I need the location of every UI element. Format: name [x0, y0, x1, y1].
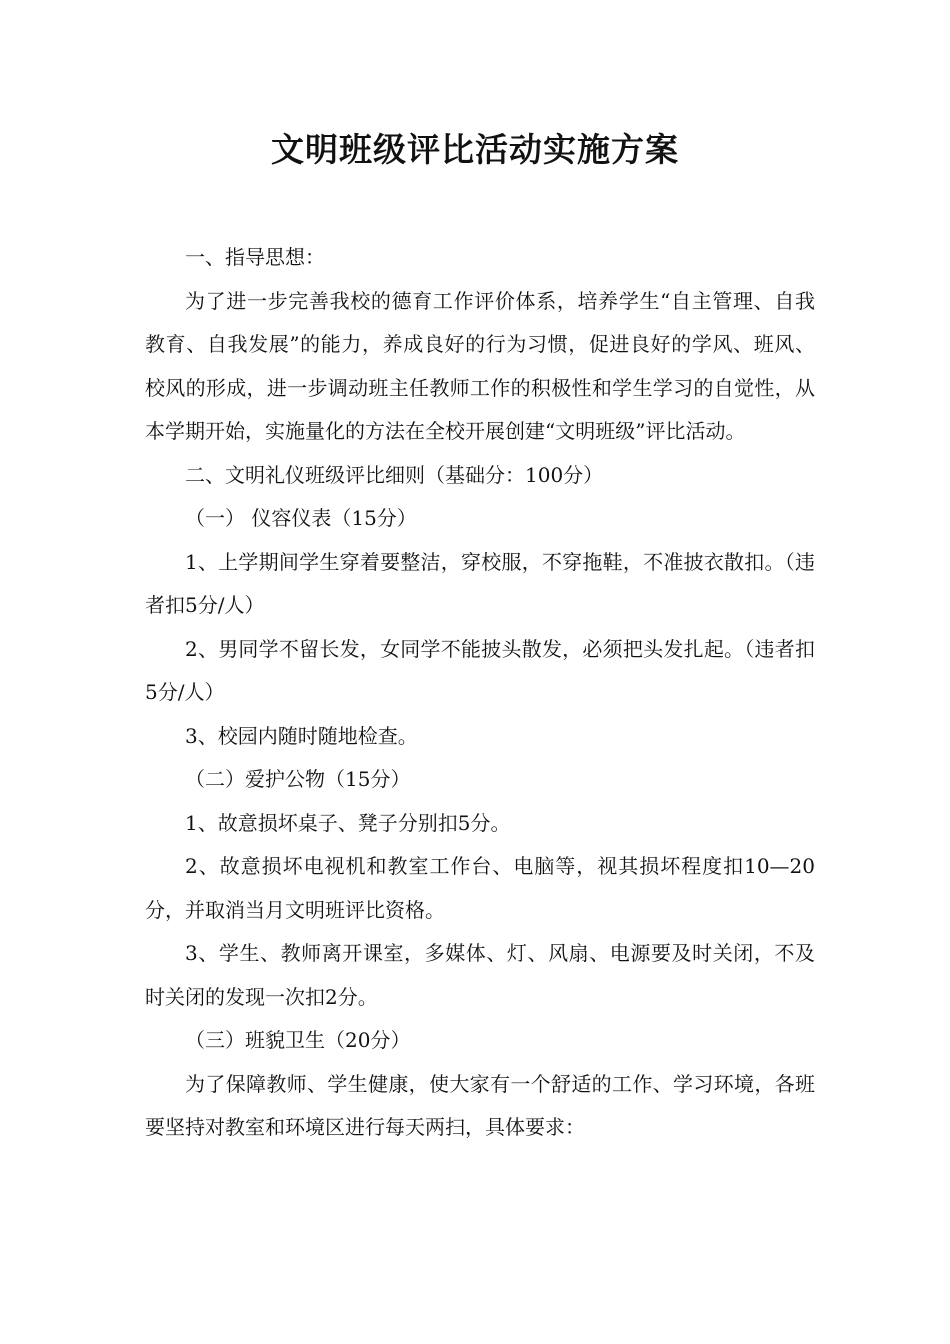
rule-item-property-1: 1、故意损坏桌子、凳子分别扣5分。 [185, 810, 511, 835]
document-title: 文明班级评比活动实施方案 [271, 130, 679, 169]
rule-item-appearance-2: 2、男同学不留长发，女同学不能披头散发，必须把头发扎起。（违者扣5分/人） [145, 636, 815, 704]
paragraph-guiding-ideology: 为了进一步完善我校的德育工作评价体系，培养学生“自主管理、自我教育、自我发展”的能力，养成良好的行为习惯，促进良好的学风、班风、校风的形成，进一步调动班主任教师工作的积极性和学生学习的自觉性，从本学期开始，实施量化的方法在全校开展创建“文明班级”评比活动。 [145, 288, 815, 443]
rule-item-appearance-1: 1、上学期间学生穿着要整洁，穿校服，不穿拖鞋，不准披衣散扣。（违者扣5分/人） [145, 549, 815, 617]
section-heading-rules: 二、文明礼仪班级评比细则（基础分：100分） [185, 462, 604, 487]
paragraph-hygiene: 为了保障教师、学生健康，使大家有一个舒适的工作、学习环境，各班要坚持对教室和环境区进行每天两扫，具体要求： [145, 1071, 815, 1139]
subsection-heading-public-property: （二）爱护公物（15分） [185, 767, 411, 791]
rule-item-property-3: 3、学生、教师离开课室，多媒体、灯、风扇、电源要及时关闭，不及时关闭的发现一次扣2分。 [145, 941, 815, 1009]
subsection-heading-appearance: （一） 仪容仪表（15分） [185, 506, 417, 530]
rule-item-property-2: 2、故意损坏电视机和教室工作台、电脑等，视其损坏程度扣10—20分，并取消当月文明班评比资格。 [145, 854, 815, 922]
document-body [145, 236, 815, 1150]
subsection-heading-hygiene: （三）班貌卫生（20分） [185, 1028, 411, 1052]
section-heading-guiding-ideology: 一、指导思想： [185, 245, 325, 269]
rule-item-appearance-3: 3、校园内随时随地检查。 [185, 723, 418, 748]
